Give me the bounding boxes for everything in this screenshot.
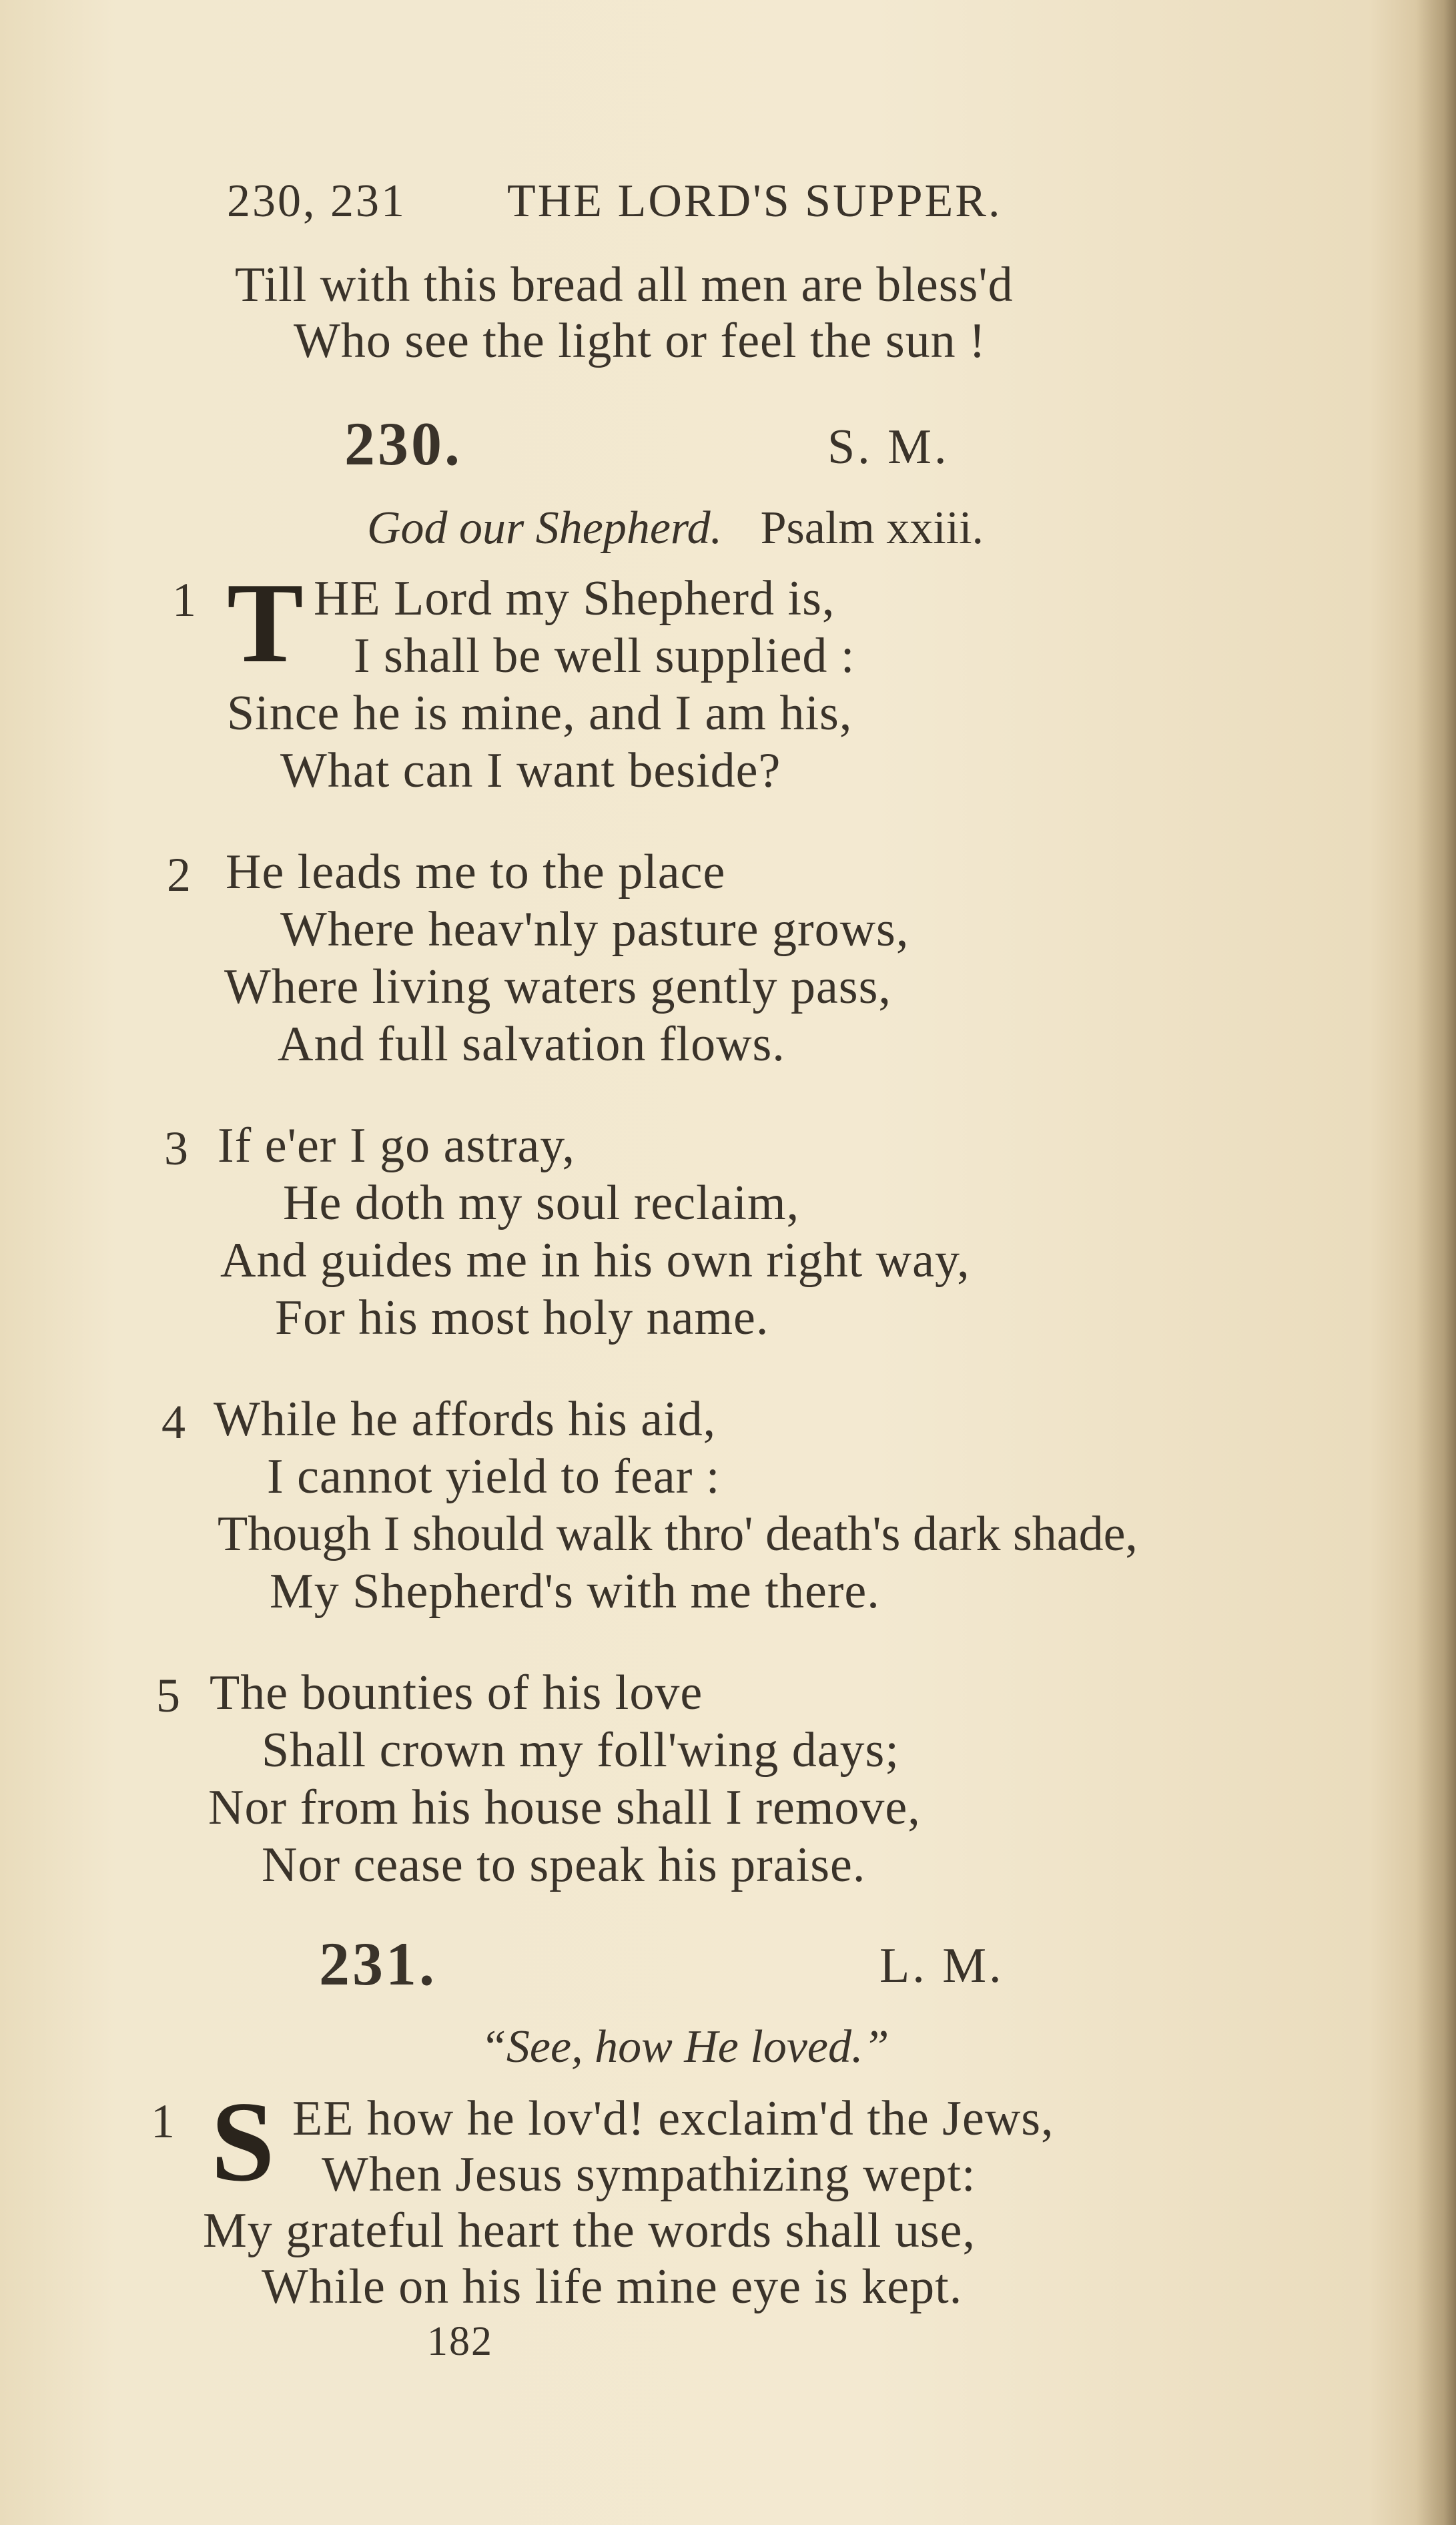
- verse-number: 4: [161, 1395, 186, 1449]
- verse-line: The bounties of his love: [210, 1666, 703, 1720]
- page-edge-shadow: [1416, 0, 1456, 2525]
- verse-line: What can I want beside?: [280, 743, 781, 798]
- verse-line: And guides me in his own right way,: [220, 1233, 970, 1288]
- hymn-230-reference: Psalm xxiii.: [760, 502, 984, 554]
- verse-number: 1: [151, 2095, 175, 2148]
- verse-line: While on his life mine eye is kept.: [262, 2259, 963, 2314]
- hymn-231-meter: L. M.: [879, 1938, 1004, 1993]
- hymn-230-number: 230.: [344, 410, 462, 478]
- hymn-231-number: 231.: [319, 1930, 437, 1998]
- verse-line: When Jesus sympathizing wept:: [322, 2147, 976, 2202]
- hymn-231-title: “See, how He loved.”: [480, 2021, 889, 2073]
- carryover-line: Till with this bread all men are bless'd: [235, 258, 1014, 312]
- verse-line: I cannot yield to fear :: [267, 1449, 721, 1504]
- hymn-231-subtitle: [480, 2021, 889, 2074]
- page-number: 182: [427, 2319, 493, 2364]
- verse-line: Shall crown my foll'wing days;: [262, 1723, 899, 1778]
- drop-cap-letter: T: [227, 560, 304, 687]
- verse-line: Where heav'nly pasture grows,: [280, 902, 909, 957]
- verse-number: 3: [164, 1122, 188, 1175]
- header-hymn-range: 230, 231: [227, 175, 406, 227]
- verse-number: 2: [167, 848, 191, 901]
- verse-line: For his most holy name.: [275, 1291, 769, 1345]
- verse-number: 1: [172, 573, 196, 627]
- hymn-230-title: God our Shepherd.: [367, 502, 723, 554]
- verse-line: My grateful heart the words shall use,: [203, 2203, 976, 2258]
- verse-line: Where living waters gently pass,: [224, 960, 891, 1014]
- verse-line: If e'er I go astray,: [218, 1118, 575, 1173]
- verse-line: I shall be well supplied :: [354, 629, 855, 683]
- carryover-line: Who see the light or feel the sun !: [294, 314, 986, 368]
- verse-line: While he affords his aid,: [214, 1392, 717, 1447]
- verse-line: Nor from his house shall I remove,: [208, 1780, 921, 1835]
- hymn-230-subtitle: [367, 502, 984, 555]
- verse-line: Since he is mine, and I am his,: [227, 686, 853, 741]
- verse-line: He leads me to the place: [226, 845, 726, 899]
- verse-line: And full salvation flows.: [278, 1017, 785, 1072]
- verse-line: Nor cease to speak his praise.: [262, 1838, 866, 1892]
- verse-line: My Shepherd's with me there.: [270, 1564, 880, 1619]
- drop-cap-letter: S: [211, 2079, 275, 2205]
- verse-line: HE Lord my Shepherd is,: [314, 571, 835, 626]
- verse-number: 5: [156, 1669, 180, 1722]
- hymn-230-meter: S. M.: [827, 420, 950, 474]
- verse-line: Though I should walk thro' death's dark shade,: [218, 1507, 1138, 1561]
- verse-line: EE how he lov'd! exclaim'd the Jews,: [292, 2091, 1054, 2146]
- verse-line: He doth my soul reclaim,: [283, 1176, 800, 1230]
- header-section-title: THE LORD'S SUPPER.: [507, 175, 1002, 227]
